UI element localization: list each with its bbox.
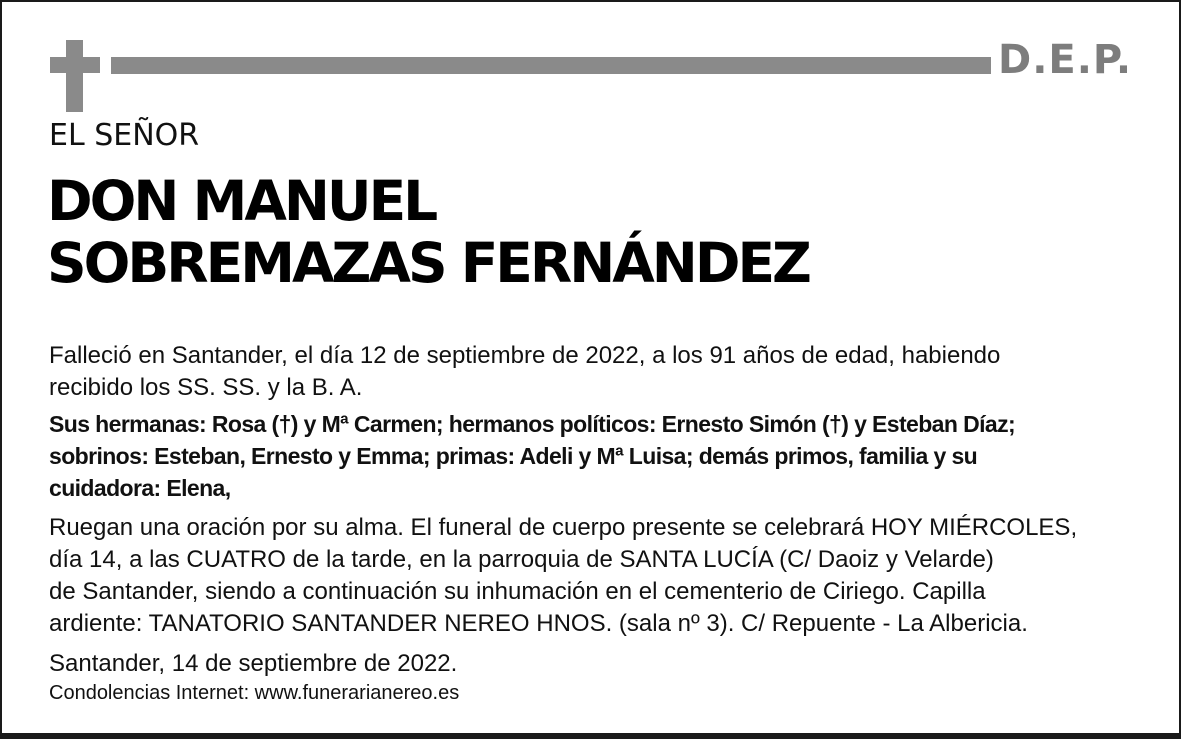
death-notice-paragraph (49, 340, 1149, 404)
funeral-line: de Santander, siendo a continuación su inhumación en el cementerio de Ciriego. Capilla (49, 578, 986, 605)
deceased-name-line-1: DON MANUEL (47, 169, 436, 233)
funeral-line: día 14, a las CUATRO de la tarde, en la parroquia de SANTA LUCÍA (C/ Daoiz y Velarde) (49, 546, 994, 573)
family-line: Sus hermanas: Rosa (†) y Mª Carmen; hermanos políticos: Ernesto Simón (†) y Esteban Díaz; (49, 411, 1016, 437)
condolences-link[interactable]: Condolencias Internet: www.funerarianereo.es (49, 682, 460, 704)
honorific: EL SEÑOR (49, 118, 200, 153)
cross-vertical-bar (66, 40, 83, 112)
family-line: sobrinos: Esteban, Ernesto y Emma; primas: Adeli y Mª Luisa; demás primos, familia y su (49, 443, 978, 469)
deceased-name (47, 170, 809, 294)
funeral-line: ardiente: TANATORIO SANTANDER NEREO HNOS. (sala nº 3). C/ Repuente - La Albericia. (49, 610, 1028, 637)
deceased-name-line-2: SOBREMAZAS FERNÁNDEZ (47, 231, 809, 295)
funeral-line: Ruegan una oración por su alma. El funeral de cuerpo presente se celebrará HOY MIÉRCOLES, (49, 514, 1078, 541)
place-date: Santander, 14 de septiembre de 2022. (49, 650, 458, 677)
header-rule (111, 57, 991, 74)
cross-icon (50, 40, 100, 112)
death-notice-line: recibido los SS. SS. y la B. A. (49, 374, 363, 401)
cross-horizontal-bar (50, 57, 100, 73)
dep-abbreviation: D.E.P. (998, 37, 1133, 83)
death-notice-line: Falleció en Santander, el día 12 de septiembre de 2022, a los 91 años de edad, habiendo (49, 342, 1001, 369)
funeral-paragraph (49, 512, 1149, 640)
family-paragraph (49, 408, 1149, 504)
family-line: cuidadora: Elena, (49, 475, 231, 501)
